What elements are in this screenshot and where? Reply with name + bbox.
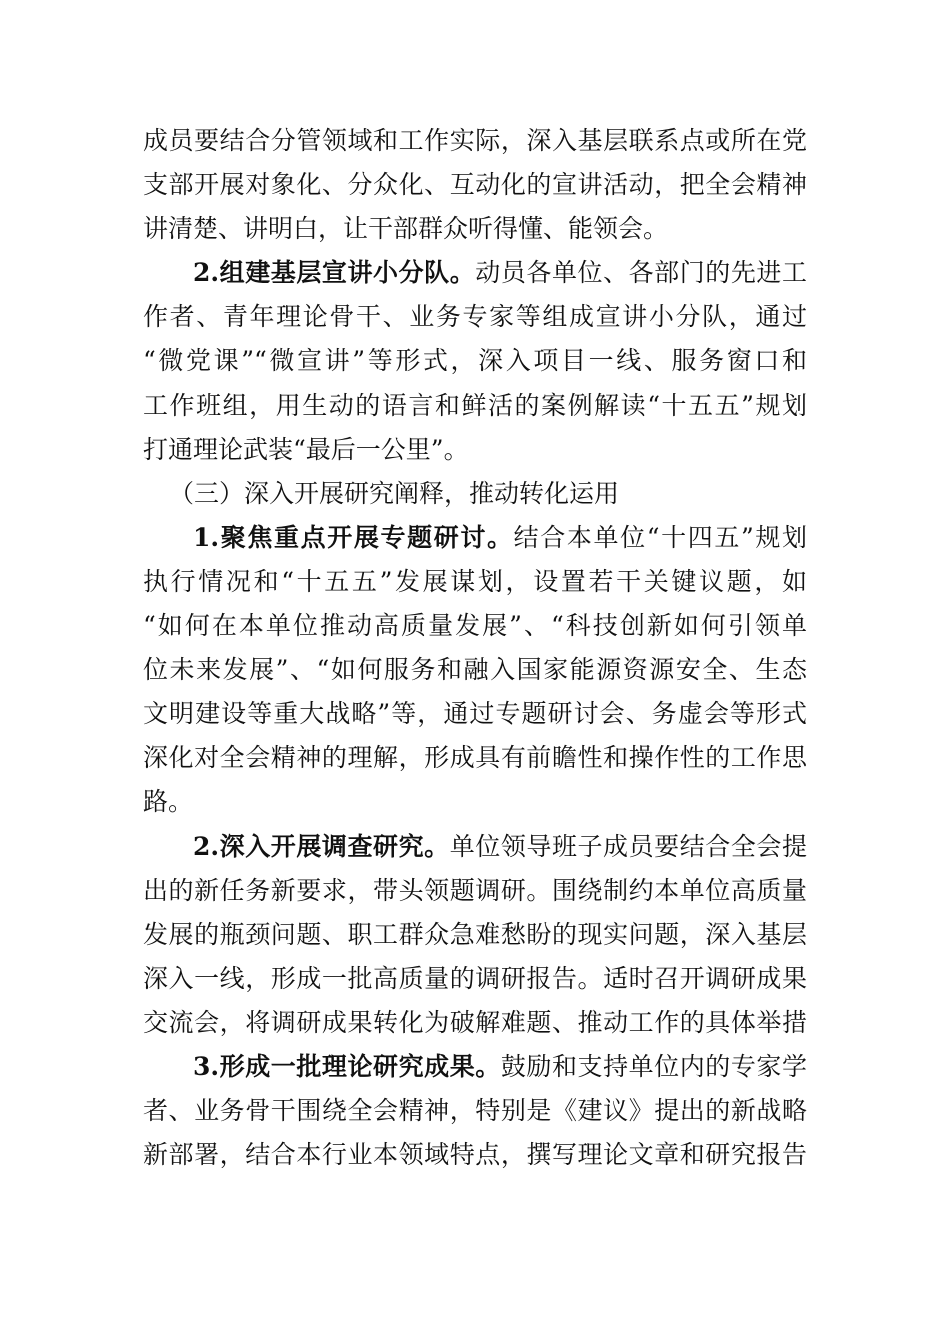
paragraph: [143, 119, 807, 251]
text-line: [143, 1001, 807, 1045]
line-text: 者、业务骨干围绕全会精神，特别是《建议》提出的新战略: [143, 1096, 807, 1126]
text-line: [143, 957, 807, 1001]
text-line: [143, 384, 807, 428]
item-lead: 3.形成一批理论研究成果。: [193, 1051, 501, 1081]
line-text: 深化对全会精神的理解，形成具有前瞻性和操作性的工作思: [143, 743, 807, 773]
text-line: [143, 295, 807, 339]
line-text: 新部署，结合本行业本领域特点，撰写理论文章和研究报告: [143, 1140, 807, 1170]
line-text: 交流会，将调研成果转化为破解难题、推动工作的具体举措: [143, 1007, 807, 1037]
line-text: 发展的瓶颈问题、职工群众急难愁盼的现实问题，深入基层: [143, 919, 807, 949]
line-text: 单位领导班子成员要结合全会提: [449, 831, 807, 861]
line-text: “微党课”“微宣讲”等形式，深入项目一线、服务窗口和: [143, 346, 807, 376]
line-text: （三）深入开展研究阐释，推动转化运用: [169, 478, 620, 508]
line-text: 文明建设等重大战略”等，通过专题研讨会、务虚会等形式: [143, 699, 807, 729]
line-text: 支部开展对象化、分众化、互动化的宣讲活动，把全会精神: [143, 170, 807, 200]
text-line: [143, 207, 807, 251]
text-line: [143, 163, 807, 207]
text-line: [143, 472, 807, 516]
line-text: 执行情况和“十五五”发展谋划，设置若干关键议题，如: [143, 566, 807, 596]
line-text: “如何在本单位推动高质量发展”、“科技创新如何引领单: [143, 611, 807, 641]
line-text: 工作班组，用生动的语言和鲜活的案例解读“十五五”规划: [143, 390, 807, 420]
paragraph: [143, 1045, 807, 1177]
paragraph: [143, 251, 807, 471]
text-line: [143, 339, 807, 383]
line-text: 路。: [143, 787, 194, 817]
text-line: [143, 119, 807, 163]
text-line: [143, 1133, 807, 1177]
text-line: [143, 604, 807, 648]
document-page: [143, 119, 807, 1177]
line-text: 位未来发展”、“如何服务和融入国家能源资源安全、生态: [143, 655, 807, 685]
text-line: [143, 516, 807, 560]
text-line: [143, 1045, 807, 1089]
line-text: 鼓励和支持单位内的专家学: [500, 1051, 807, 1081]
line-text: 作者、青年理论骨干、业务专家等组成宣讲小分队，通过: [143, 302, 807, 332]
text-line: [143, 560, 807, 604]
item-lead: 2.组建基层宣讲小分队。: [193, 258, 476, 288]
text-line: [143, 1089, 807, 1133]
paragraph: [143, 516, 807, 825]
line-text: 讲清楚、讲明白，让干部群众听得懂、能领会。: [143, 214, 669, 244]
section-heading: [143, 472, 807, 516]
text-line: [143, 780, 807, 824]
paragraph: [143, 825, 807, 1045]
text-line: [143, 913, 807, 957]
line-text: 打通理论武装“最后一公里”。: [143, 434, 469, 464]
text-line: [143, 869, 807, 913]
line-text: 出的新任务新要求，带头领题调研。围绕制约本单位高质量: [143, 875, 807, 905]
line-text: 动员各单位、各部门的先进工: [475, 258, 807, 288]
line-text: 结合本单位“十四五”规划: [513, 522, 807, 552]
text-line: [143, 648, 807, 692]
line-text: 成员要结合分管领域和工作实际，深入基层联系点或所在党: [143, 126, 807, 155]
text-line: [143, 692, 807, 736]
item-lead: 1.聚焦重点开展专题研讨。: [193, 522, 514, 552]
text-line: [143, 251, 807, 295]
line-text: 深入一线，形成一批高质量的调研报告。适时召开调研成果: [143, 963, 807, 993]
text-line: [143, 825, 807, 869]
item-lead: 2.深入开展调查研究。: [193, 831, 450, 861]
text-line: [143, 736, 807, 780]
text-line: [143, 428, 807, 472]
